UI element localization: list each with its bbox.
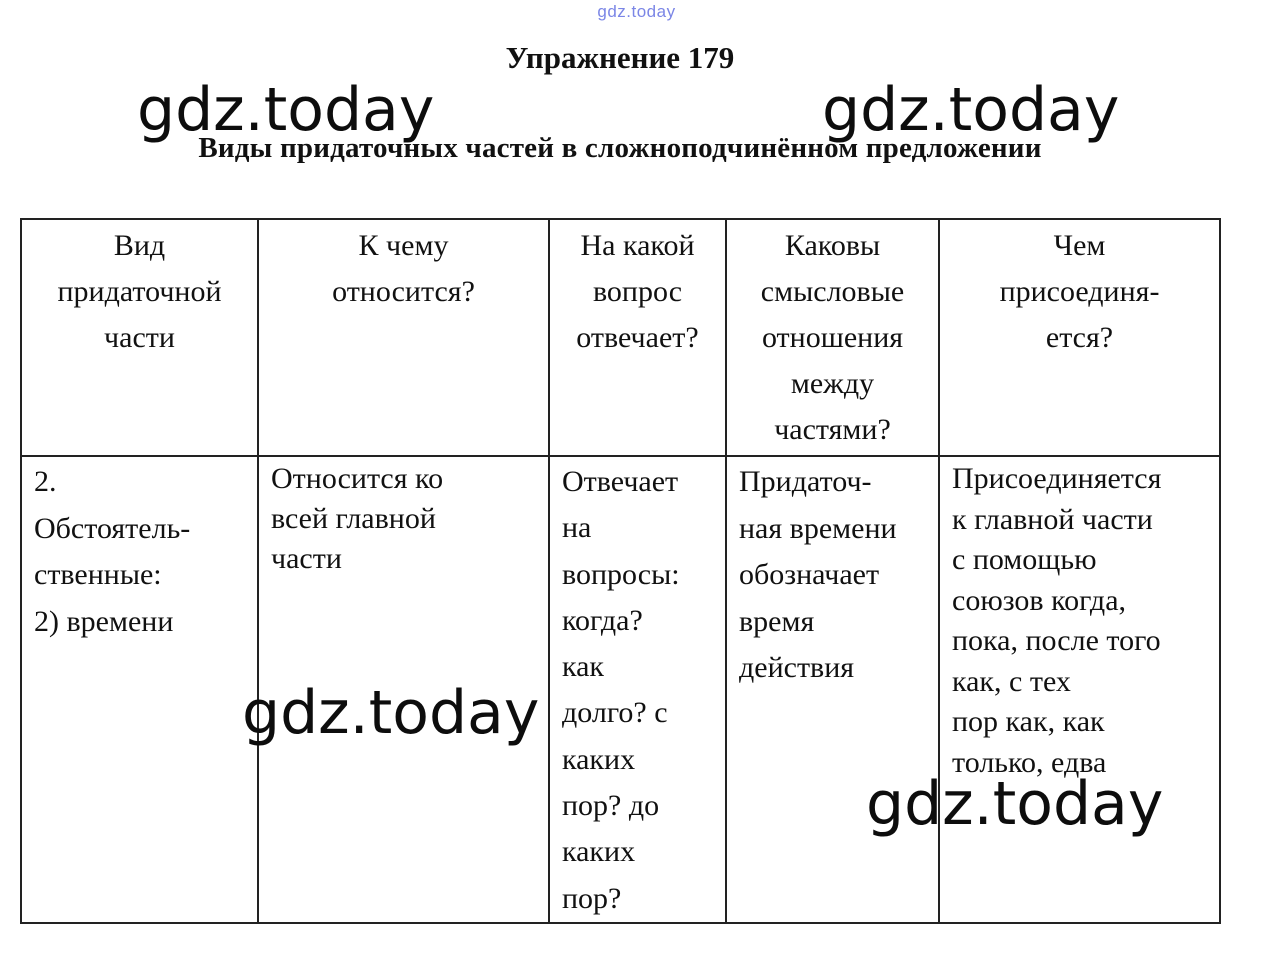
cell-semantic-relations: Придаточ- ная времени обозначает время действия [726,456,939,923]
table-row [21,456,1220,923]
watermark-top-right: gdz.today [822,75,1120,145]
header-question: На какой вопрос отвечает? [549,219,726,456]
header-connection: Чем присоединя- ется? [939,219,1220,456]
exercise-title: Упражнение 179 [505,40,735,75]
watermark-bottom-right: gdz.today [866,769,1164,839]
watermark-top-left: gdz.today [137,75,435,145]
watermark-middle-left: gdz.today [242,678,540,748]
cell-refers-to: Относится ко всей главной части [258,456,549,923]
clause-types-table [20,218,1221,924]
header-refers-to: К чему относится? [258,219,549,456]
cell-connection: Присоединяется к главной части с помощью союзов когда, пока, после того как, с тех пор как, как только, едва [939,456,1220,923]
header-semantic-relations: Каковы смысловые отношения между частями? [726,219,939,456]
table-header-row [21,219,1220,456]
cell-clause-type: 2. Обстоятель- ственные: 2) времени [21,456,258,923]
header-clause-type: Вид придаточной части [21,219,258,456]
table-title: Виды придаточных частей в сложноподчинённом предложении [198,132,1042,164]
site-mark: gdz.today [597,2,676,21]
cell-question: Отвечает на вопросы: когда? как долго? с каких пор? до каких пор? [549,456,726,923]
